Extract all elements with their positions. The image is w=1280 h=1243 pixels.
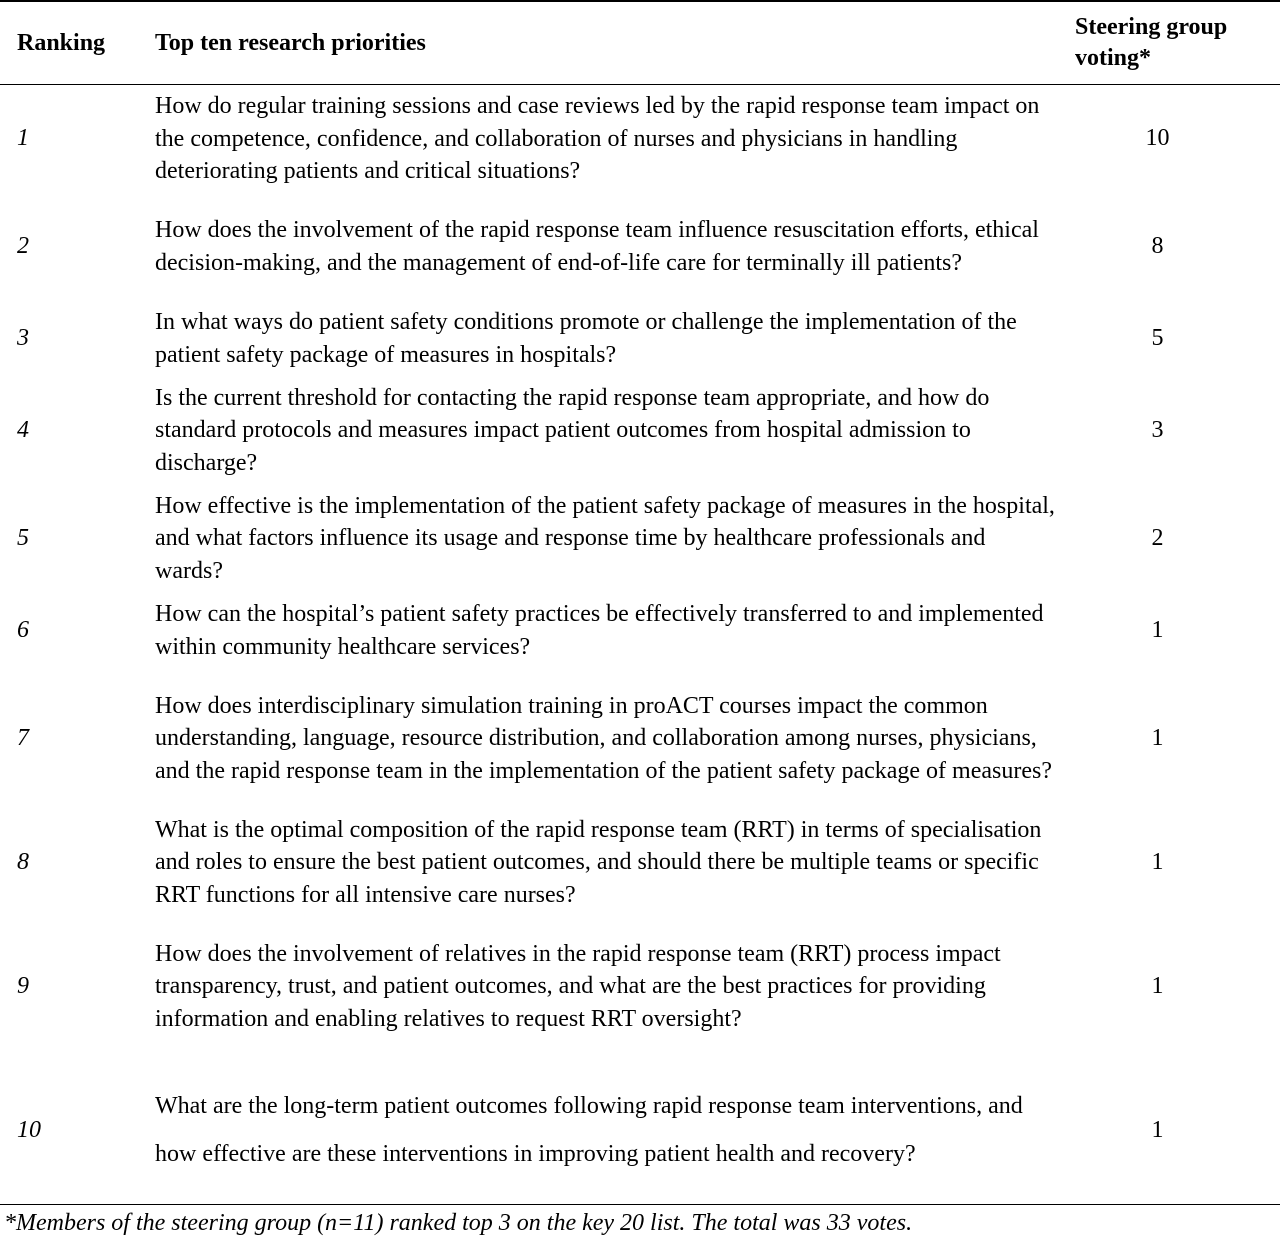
header-voting	[1055, 1, 1280, 85]
votes-cell: 1	[1151, 725, 1164, 751]
priority-question-cell: How can the hospital’s patient safety practices be effectively transferred to and implemented within community healthcare services?	[155, 601, 1044, 660]
table-row	[0, 301, 1280, 377]
table-row	[0, 917, 1280, 1057]
header-row	[0, 1, 1280, 85]
header-voting-line2: voting*	[1075, 45, 1152, 71]
priority-question-cell: How does the involvement of relatives in the rapid response team (RRT) process impact transparency, trust, and patient outcomes, and what are the best practices for providing information and enabling relatives to request RRT oversight?	[155, 940, 1001, 1032]
table-row	[0, 485, 1280, 593]
priority-question-cell: What is the optimal composition of the rapid response team (RRT) in terms of specialisation and roles to ensure the best patient outcomes, and should there be multiple teams or specific RRT functions for all intensive care nurses?	[155, 816, 1042, 908]
header-voting-line1: Steering group	[1075, 14, 1228, 40]
priority-question-cell: How does the involvement of the rapid response team influence resuscitation efforts, ethical decision-making, and the management of end-of-life care for terminally ill patients?	[155, 217, 1039, 276]
header-ranking: Ranking	[17, 29, 106, 56]
votes-cell: 1	[1151, 617, 1164, 643]
votes-cell: 3	[1151, 417, 1164, 443]
table-row	[0, 193, 1280, 301]
priority-question-cell: How do regular training sessions and case reviews led by the rapid response team impact on the competence, confidence, and collaboration of nurses and physicians in handling deteriorating patients and critical situations?	[155, 93, 1040, 184]
priority-question-cell: What are the long-term patient outcomes following rapid response team interventions, and how effective are these interventions in improving patient health and recovery?	[155, 1092, 1023, 1168]
table-row	[0, 1057, 1280, 1205]
table-row	[0, 593, 1280, 669]
rank-cell: 1	[17, 125, 29, 152]
votes-cell: 5	[1151, 325, 1164, 351]
table-row	[0, 85, 1280, 193]
votes-cell: 1	[1151, 849, 1164, 875]
rank-cell: 3	[17, 325, 29, 351]
table-body	[0, 85, 1280, 1205]
votes-cell: 8	[1151, 233, 1164, 259]
table-row	[0, 669, 1280, 809]
priority-question-cell: In what ways do patient safety conditions promote or challenge the implementation of the patient safety package of measures in hospitals?	[155, 309, 1017, 368]
rank-cell: 8	[17, 849, 29, 875]
priority-question-cell: How effective is the implementation of the patient safety package of measures in the hospital, and what factors influence its usage and response time by healthcare professionals and wards?	[155, 492, 1055, 584]
votes-cell: 1	[1151, 1116, 1164, 1143]
priority-question-cell: Is the current threshold for contacting the rapid response team appropriate, and how do standard protocols and measures impact patient outcomes from hospital admission to discharge?	[155, 384, 990, 476]
rank-cell: 2	[17, 233, 29, 259]
rank-cell: 9	[17, 973, 29, 999]
rank-cell: 7	[17, 725, 29, 751]
votes-cell: 10	[1145, 125, 1170, 152]
table-footnote: *Members of the steering group (n=11) ranked top 3 on the key 20 list. The total was 33 votes.	[4, 1210, 913, 1236]
votes-cell: 1	[1151, 973, 1164, 999]
priority-question-cell: How does interdisciplinary simulation training in proACT courses impact the common understanding, language, resource distribution, and collaboration among nurses, physicians, and the rapid response team in the implementation of the patient safety package of measures?	[155, 692, 1052, 784]
table-header	[0, 1, 1280, 85]
rank-cell: 10	[17, 1116, 41, 1143]
header-priorities: Top ten research priorities	[155, 29, 426, 56]
rank-cell: 6	[17, 617, 29, 643]
rank-cell: 5	[17, 525, 29, 551]
table-row	[0, 809, 1280, 917]
table-row	[0, 377, 1280, 485]
votes-cell: 2	[1151, 525, 1164, 551]
rank-cell: 4	[17, 417, 29, 443]
